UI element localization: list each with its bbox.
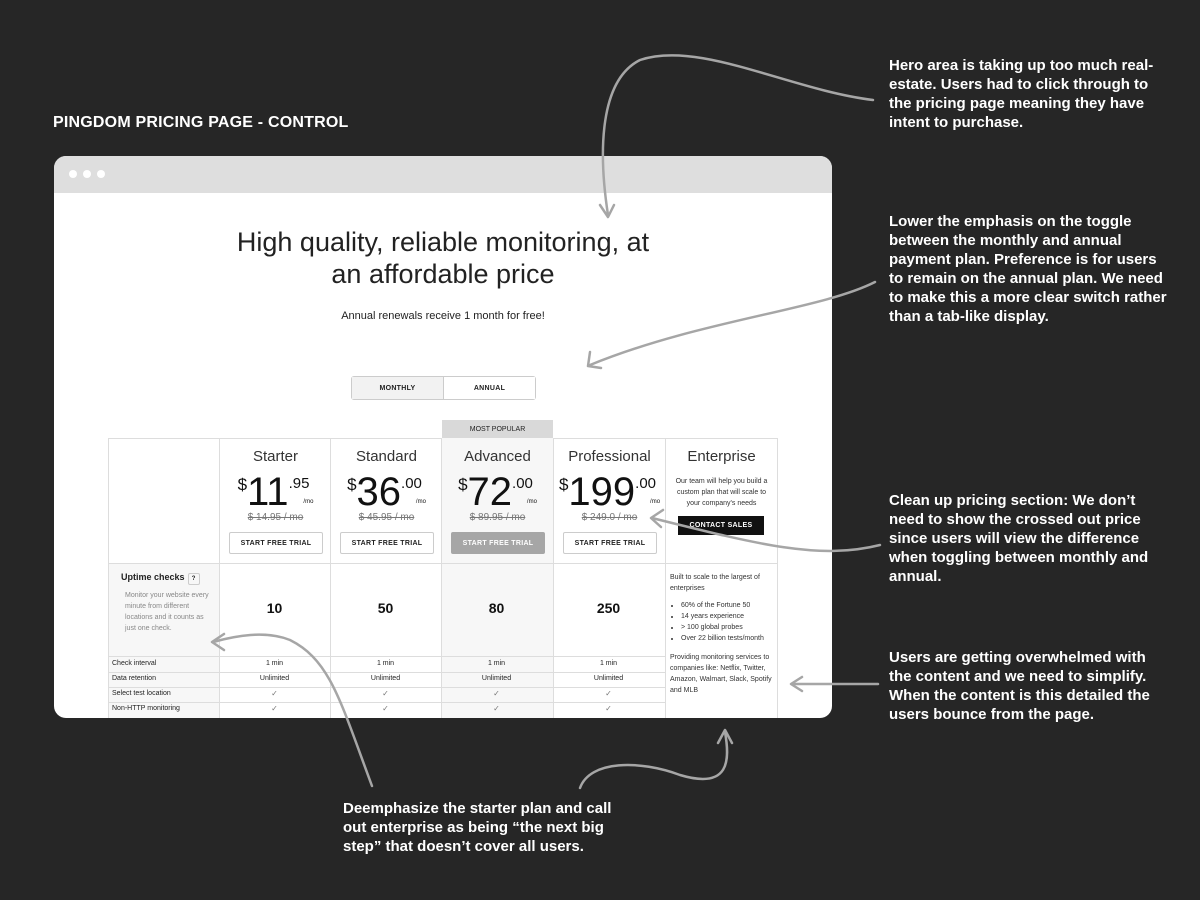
arrow-toggle-head — [588, 352, 601, 368]
check-icon: ✓ — [382, 689, 389, 698]
hero-title-line: an affordable price — [331, 259, 555, 289]
price-cents: .95 — [288, 475, 310, 492]
feature-data-retention: Data retention — [112, 675, 156, 682]
price-cents: .00 — [635, 475, 657, 492]
plan-name: Advanced — [464, 448, 531, 465]
note-toggle: Lower the emphasis on the toggle between the monthly and annual payment plan. Preference is for users to remain on the annual plan. We need to make this a more clear switch rather than a tab-like display. — [889, 213, 1167, 325]
per-month: /mo — [415, 499, 426, 505]
check-icon: ✓ — [382, 704, 389, 713]
arrow-starter-head — [212, 634, 224, 650]
check-icon: ✓ — [271, 689, 278, 698]
plan-name: Professional — [568, 448, 651, 465]
currency-symbol: $ — [237, 475, 248, 494]
hero-subtitle: Annual renewals receive 1 month for free! — [341, 310, 545, 322]
cell-data-retention: Unlimited — [370, 675, 401, 682]
cell-check-interval: 1 min — [265, 660, 284, 667]
price-cents: .00 — [401, 475, 422, 492]
check-icon: ✓ — [493, 704, 500, 713]
per-month: /mo — [650, 499, 661, 505]
start-free-trial-button[interactable]: START FREE TRIAL — [340, 532, 434, 554]
uptime-value: 80 — [488, 600, 505, 616]
contact-sales-button[interactable]: CONTACT SALES — [678, 516, 764, 535]
plan-name: Starter — [252, 448, 298, 465]
uptime-description: Monitor your website every minute from different locations and it counts as just one check. — [125, 592, 209, 632]
toggle-annual[interactable]: ANNUAL — [443, 377, 535, 399]
enterprise-bullet: • Over 22 billion tests/month — [681, 633, 776, 644]
arrow-starter — [213, 635, 372, 786]
cell-check-interval: 1 min — [487, 660, 506, 667]
uptime-value: 50 — [377, 600, 394, 616]
old-price: $ 249.0 / mo — [581, 512, 638, 523]
check-icon: ✓ — [605, 689, 612, 698]
enterprise-bullet: • > 100 global probes — [681, 622, 776, 633]
enterprise-description: Our team will help you build a custom plan that will scale to your company's needs — [675, 478, 768, 507]
feature-select-location: Select test location — [112, 690, 171, 697]
plan-name: Standard — [356, 448, 417, 465]
arrow-hero — [603, 55, 873, 215]
uptime-value: 250 — [596, 600, 621, 616]
uptime-value: 10 — [266, 600, 283, 616]
arrow-toggle — [590, 282, 875, 365]
start-free-trial-button[interactable]: START FREE TRIAL — [451, 532, 545, 554]
enterprise-bullet: • 14 years experience — [681, 611, 776, 622]
currency-symbol: $ — [458, 475, 468, 494]
currency-symbol: $ — [558, 475, 569, 494]
hero-title-line: High quality, reliable monitoring, at — [236, 227, 650, 257]
price-dollars: 199 — [568, 470, 636, 514]
currency-symbol: $ — [347, 475, 357, 494]
plan-name: Enterprise — [687, 448, 756, 465]
page-title: PINGDOM PRICING PAGE - CONTROL — [53, 114, 349, 131]
start-free-trial-button[interactable]: START FREE TRIAL — [229, 532, 323, 554]
note-hero: Hero area is taking up too much real-estate. Users had to click through to the pricing page meaning they have intent to purchase. — [889, 57, 1154, 131]
per-month: /mo — [526, 499, 537, 505]
cell-check-interval: 1 min — [599, 660, 618, 667]
check-icon: ✓ — [605, 704, 612, 713]
toggle-monthly[interactable]: MONTHLY — [352, 377, 443, 399]
cell-data-retention: Unlimited — [259, 675, 290, 682]
per-month: /mo — [303, 499, 314, 505]
cell-data-retention: Unlimited — [593, 675, 624, 682]
price-cents: .00 — [512, 475, 533, 492]
cell-check-interval: 1 min — [376, 660, 395, 667]
enterprise-bullet: • 60% of the Fortune 50 — [681, 600, 776, 611]
check-icon: ✓ — [271, 704, 278, 713]
arrow-pricing — [652, 518, 880, 551]
old-price: $ 45.95 / mo — [358, 512, 415, 523]
check-icon: ✓ — [493, 689, 500, 698]
help-icon[interactable]: ? — [188, 573, 200, 585]
note-content: Users are getting overwhelmed with the content and we need to simplify. When the content is this detailed the users bounce from the page. — [889, 649, 1150, 723]
start-free-trial-button[interactable]: START FREE TRIAL — [563, 532, 657, 554]
uptime-title-text: Uptime checks — [121, 572, 185, 582]
note-starter: Deemphasize the starter plan and call out enterprise as being “the next big step” that doesn’t cover all users. — [343, 800, 612, 855]
arrow-enterprise — [580, 732, 727, 788]
old-price: $ 89.95 / mo — [469, 512, 526, 523]
most-popular-badge: MOST POPULAR — [442, 420, 553, 438]
old-price: $ 14.95 / mo — [247, 512, 304, 523]
enterprise-outro: Providing monitoring services to companies like: Netflix, Twitter, Amazon, Walmart, Slack, Spotify and MLB — [670, 654, 772, 694]
feature-check-interval: Check interval — [112, 660, 157, 667]
price-dollars: 11 — [247, 470, 289, 514]
note-pricing: Clean up pricing section: We don’t need to show the crossed out price since users will view the difference when toggling between monthly and annual. — [889, 492, 1149, 585]
feature-non-http: Non-HTTP monitoring — [112, 705, 180, 712]
price-dollars: 36 — [356, 470, 402, 514]
price-dollars: 72 — [467, 470, 513, 514]
cell-data-retention: Unlimited — [481, 675, 512, 682]
enterprise-intro: Built to scale to the largest of enterprises — [670, 574, 760, 592]
